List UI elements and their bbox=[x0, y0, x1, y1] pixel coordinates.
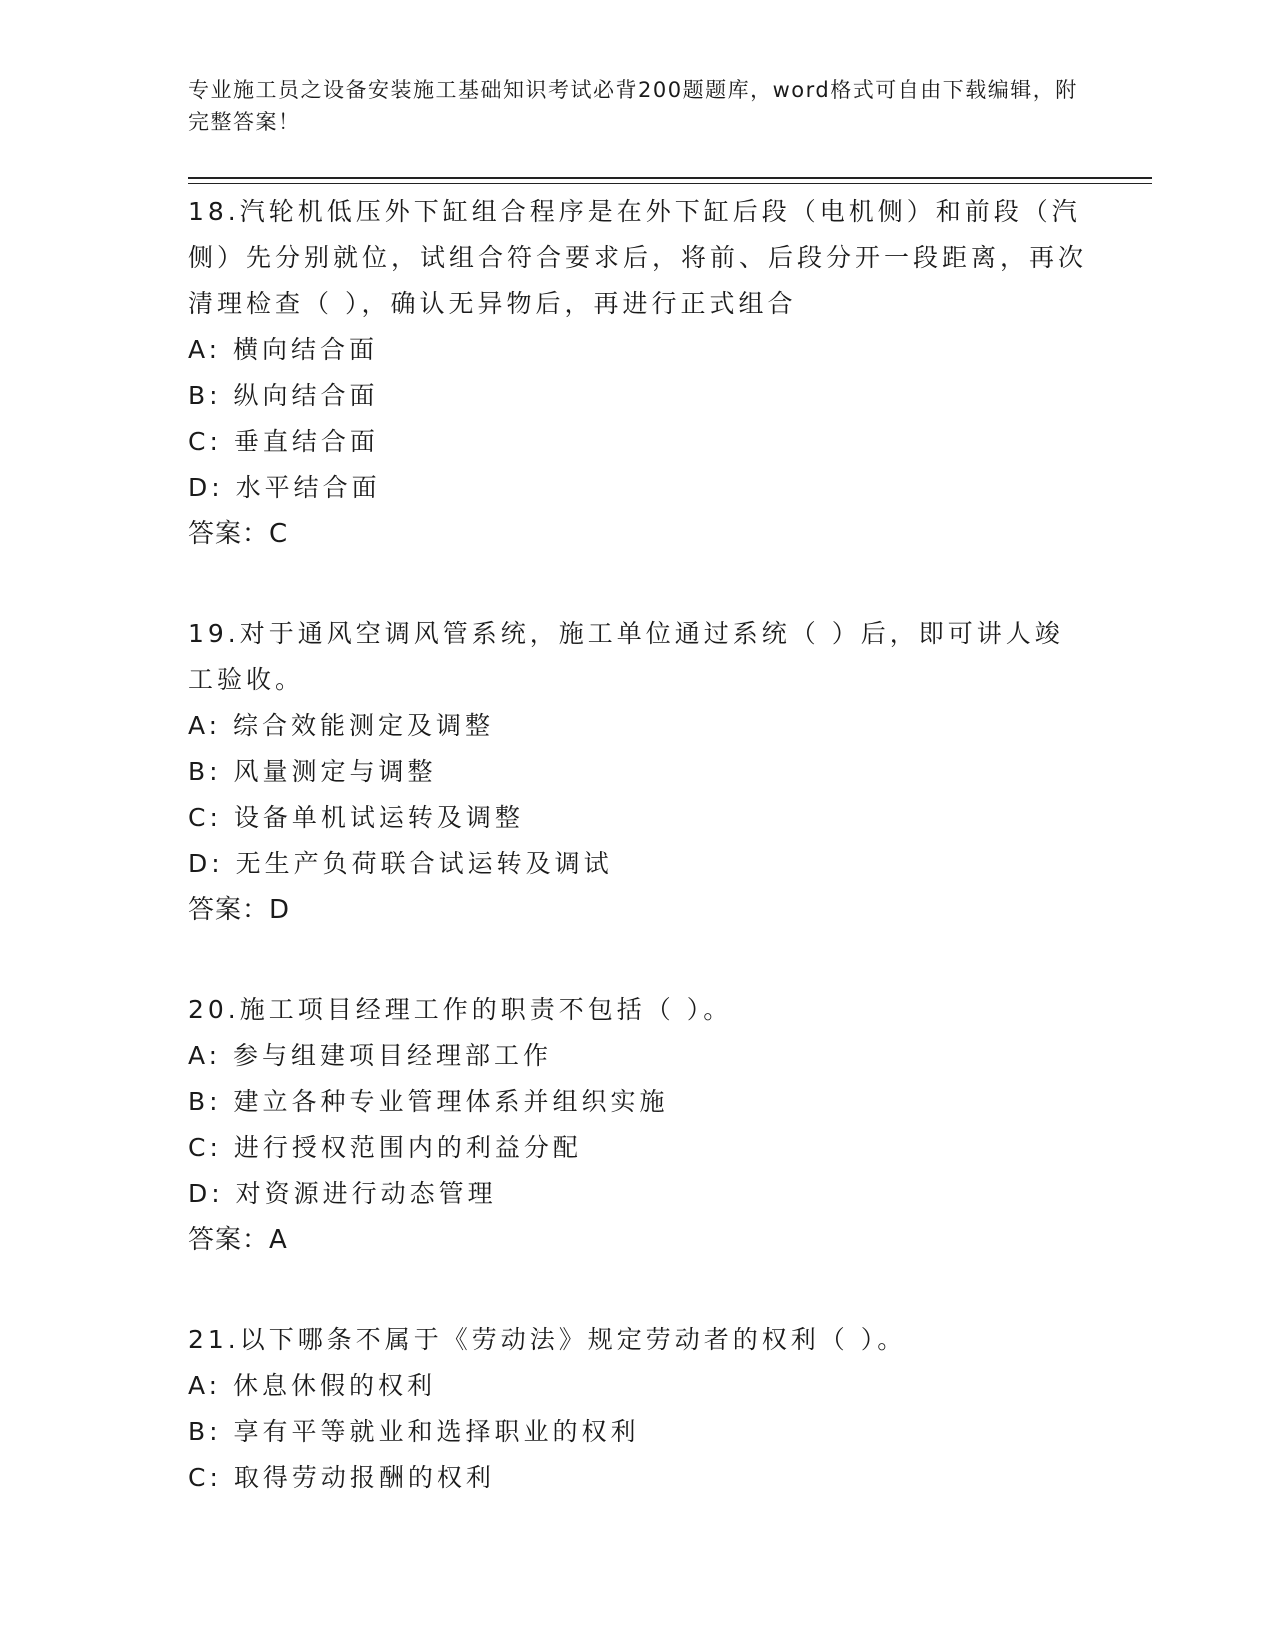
option-a: A: 横向结合面 bbox=[188, 335, 379, 364]
answer: 答案：C bbox=[188, 519, 289, 549]
option-c: C: 取得劳动报酬的权利 bbox=[188, 1463, 495, 1492]
answer: 答案：D bbox=[188, 895, 291, 925]
question-stem: 21.以下哪条不属于《劳动法》规定劳动者的权利（ ）。 bbox=[188, 1325, 907, 1354]
question-21 bbox=[188, 1317, 1088, 1501]
option-a: A: 参与组建项目经理部工作 bbox=[188, 1041, 553, 1070]
question-stem: 20.施工项目经理工作的职责不包括（ ）。 bbox=[188, 995, 733, 1024]
option-b: B: 风量测定与调整 bbox=[188, 757, 437, 786]
answer: 答案：A bbox=[188, 1225, 288, 1255]
question-list bbox=[188, 189, 1088, 1555]
option-c: C: 设备单机试运转及调整 bbox=[188, 803, 524, 832]
option-b: B: 纵向结合面 bbox=[188, 381, 379, 410]
option-d: D: 水平结合面 bbox=[188, 473, 381, 502]
header-divider-thin bbox=[188, 183, 1152, 184]
question-stem: 18.汽轮机低压外下缸组合程序是在外下缸后段（电机侧）和前段（汽侧）先分别就位，试组合符合要求后，将前、后段分开一段距离，再次清理检查（ ），确认无异物后，再进行正式组合 bbox=[188, 197, 1088, 318]
option-a: A: 休息休假的权利 bbox=[188, 1371, 437, 1400]
option-d: D: 对资源进行动态管理 bbox=[188, 1179, 497, 1208]
header-divider-thick bbox=[188, 177, 1152, 179]
option-b: B: 享有平等就业和选择职业的权利 bbox=[188, 1417, 640, 1446]
question-19 bbox=[188, 611, 1088, 933]
question-stem: 19.对于通风空调风管系统，施工单位通过系统（ ）后，即可讲人竣工验收。 bbox=[188, 619, 1064, 694]
question-20 bbox=[188, 987, 1088, 1263]
option-a: A: 综合效能测定及调整 bbox=[188, 711, 495, 740]
option-d: D: 无生产负荷联合试运转及调试 bbox=[188, 849, 613, 878]
question-18 bbox=[188, 189, 1088, 557]
option-c: C: 垂直结合面 bbox=[188, 427, 379, 456]
option-b: B: 建立各种专业管理体系并组织实施 bbox=[188, 1087, 669, 1116]
option-c: C: 进行授权范围内的利益分配 bbox=[188, 1133, 582, 1162]
document-header: 专业施工员之设备安装施工基础知识考试必背200题题库，word格式可自由下载编辑，附完整答案！ bbox=[188, 78, 1078, 134]
